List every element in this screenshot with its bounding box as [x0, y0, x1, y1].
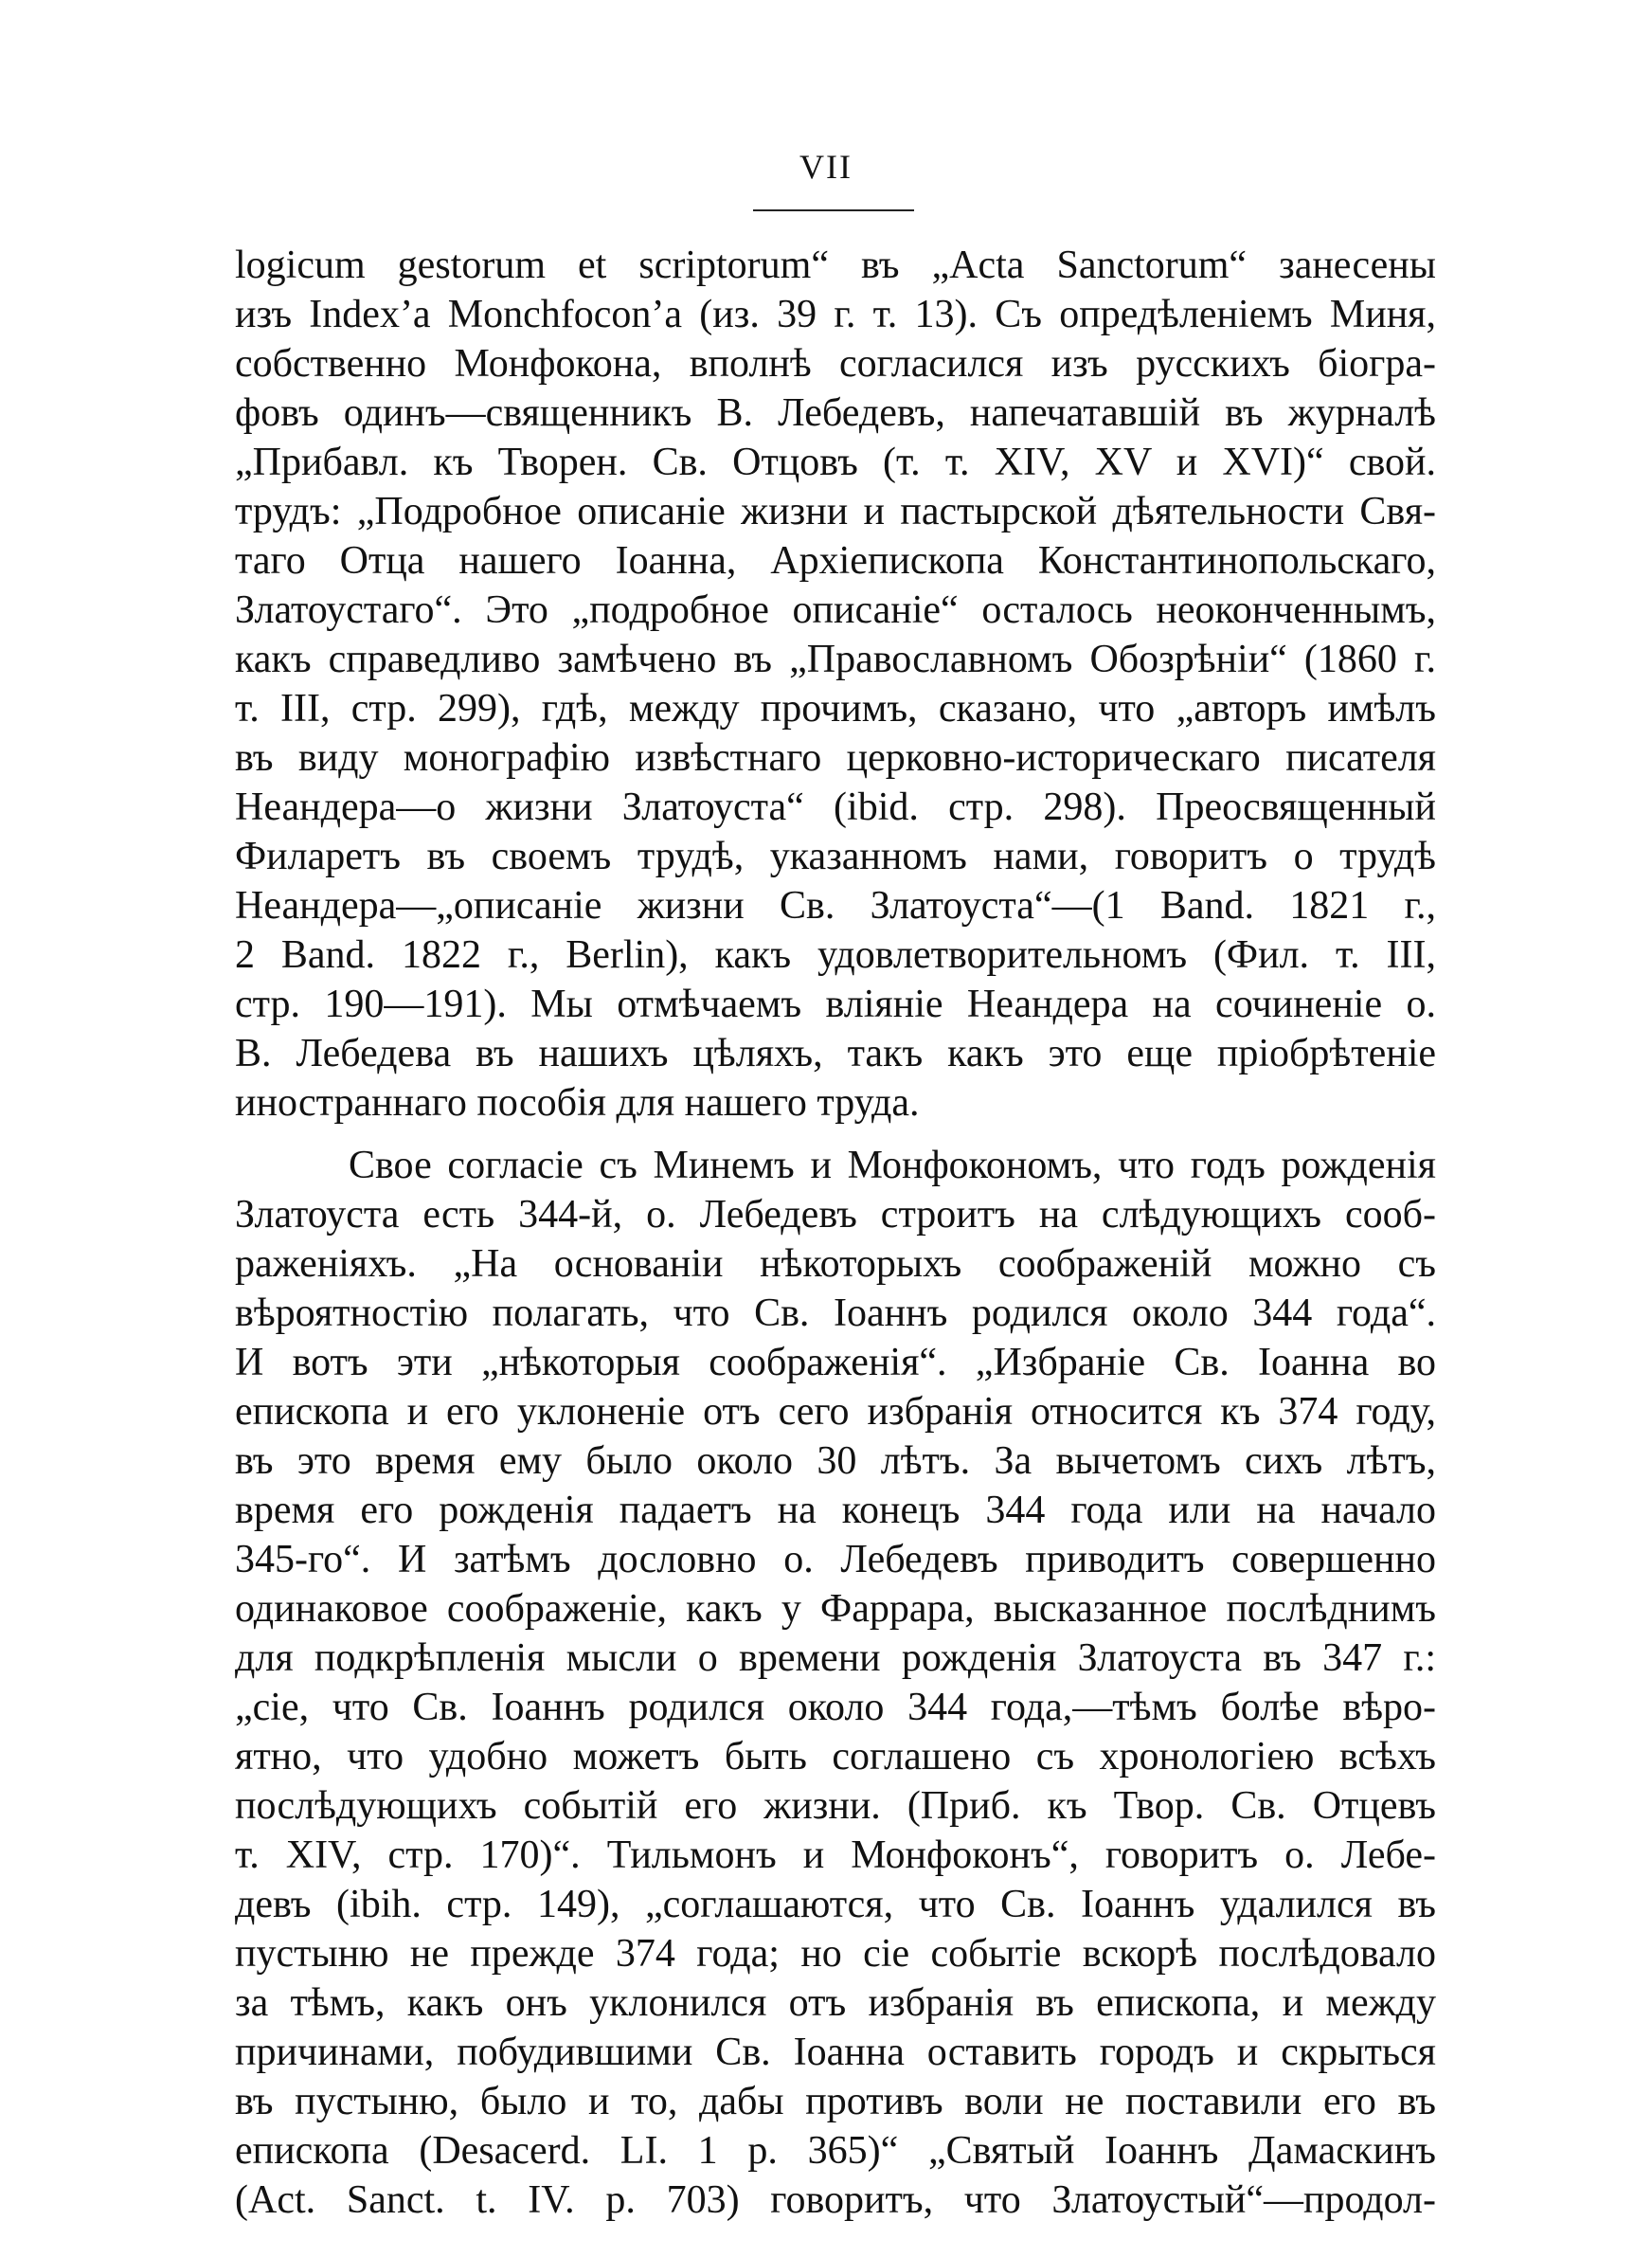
- text-line: за тѣмъ, какъ онъ уклонился отъ избранія въ епископа, и между: [235, 1981, 1436, 2025]
- text-line: вѣроятностію полагать, что Св. Іоаннъ родился около 344 года“.: [235, 1291, 1436, 1335]
- page-number-rule: [753, 209, 914, 211]
- text-line: 345-го“. И затѣмъ дословно о. Лебедевъ приводитъ совершенно: [235, 1538, 1436, 1581]
- text-line: для подкрѣпленія мысли о времени рожденія Златоуста въ 347 г.:: [235, 1636, 1436, 1680]
- paragraph-gap: [235, 1128, 1436, 1141]
- text-line: фовъ одинъ—священникъ В. Лебедевъ, напечатавшій въ журналѣ: [235, 391, 1436, 435]
- text-line: изъ Index’a Monchfocon’a (из. 39 г. т. 13). Съ опредѣленіемъ Миня,: [235, 293, 1436, 336]
- text-line: девъ (ibih. стр. 149), „соглашаются, что Св. Іоаннъ удалился въ: [235, 1883, 1436, 1926]
- text-line: въ виду монографію извѣстнаго церковно-историческаго писателя: [235, 736, 1436, 780]
- text-line: т. XIV, стр. 170)“. Тильмонъ и Монфоконъ“, говоритъ о. Лебе-: [235, 1833, 1436, 1877]
- text-line: стр. 190—191). Мы отмѣчаемъ вліяніе Неандера на сочиненіе о.: [235, 983, 1436, 1026]
- text-line: одинаковое соображеніе, какъ у Фаррара, высказанное послѣднимъ: [235, 1587, 1436, 1631]
- text-line: И вотъ эти „нѣкоторыя соображенія“. „Избраніе Св. Іоанна во: [235, 1341, 1436, 1384]
- text-line: logicum gestorum et scriptorum“ въ „Acta Sanctorum“ занесены: [235, 244, 1436, 287]
- paragraph-2: [235, 1141, 1436, 2225]
- text-line: 2 Band. 1822 г., Berlin), какъ удовлетворительномъ (Фил. т. III,: [235, 933, 1436, 977]
- text-line: иностраннаго пособія для нашего труда.: [235, 1081, 920, 1125]
- text-line: т. III, стр. 299), гдѣ, между прочимъ, сказано, что „авторъ имѣлъ: [235, 687, 1436, 731]
- page-number: VII: [799, 148, 853, 186]
- paragraph-1: [235, 241, 1436, 1128]
- text-line: въ пустыню, было и то, дабы противъ воли не поставили его въ: [235, 2080, 1436, 2123]
- text-line: послѣдующихъ событій его жизни. (Приб. къ Твор. Св. Отцевъ: [235, 1784, 1436, 1828]
- text-line: Неандера—о жизни Златоуста“ (ibid. стр. 298). Преосвященный: [235, 785, 1436, 829]
- text-line: раженіяхъ. „На основаніи нѣкоторыхъ соображеній можно съ: [235, 1242, 1436, 1286]
- text-line: Златоустаго“. Это „подробное описаніе“ осталось неоконченнымъ,: [235, 588, 1436, 632]
- text-line: собственно Монфокона, вполнѣ согласился изъ русскихъ біогра-: [235, 342, 1436, 386]
- text-line: В. Лебедева въ нашихъ цѣляхъ, такъ какъ это еще пріобрѣтеніе: [235, 1032, 1436, 1075]
- text-line: „сіе, что Св. Іоаннъ родился около 344 года,—тѣмъ болѣе вѣро-: [235, 1686, 1436, 1729]
- text-line: Неандера—„описаніе жизни Св. Златоуста“—(1 Band. 1821 г.,: [235, 884, 1436, 928]
- text-line: трудъ: „Подробное описаніе жизни и пастырской дѣятельности Свя-: [235, 490, 1436, 533]
- text-line: причинами, побудившими Св. Іоанна оставить городъ и скрыться: [235, 2031, 1436, 2074]
- text-line: „Прибавл. къ Творен. Св. Отцовъ (т. т. XIV, XV и XVI)“ свой.: [235, 441, 1436, 484]
- text-line: какъ справедливо замѣчено въ „Православномъ Обозрѣніи“ (1860 г.: [235, 638, 1436, 681]
- text-line: епископа и его уклоненіе отъ сего избранія относится къ 374 году,: [235, 1390, 1436, 1434]
- document-body: [235, 241, 1436, 2225]
- text-line: время его рожденія падаетъ на конецъ 344 года или на начало: [235, 1489, 1436, 1532]
- text-line: таго Отца нашего Іоанна, Архіепископа Константинопольскаго,: [235, 539, 1436, 583]
- text-line: епископа (Desacerd. LI. 1 p. 365)“ „Святый Іоаннъ Дамаскинъ: [235, 2129, 1436, 2173]
- text-line: (Act. Sanct. t. IV. p. 703) говоритъ, что Златоустый“—продол-: [235, 2178, 1436, 2222]
- text-line: Златоуста есть 344-й, о. Лебедевъ строитъ на слѣдующихъ сооб-: [235, 1193, 1436, 1237]
- text-line: ятно, что удобно можетъ быть соглашено съ хронологіею всѣхъ: [235, 1735, 1436, 1779]
- text-line: въ это время ему было около 30 лѣтъ. За вычетомъ сихъ лѣтъ,: [235, 1439, 1436, 1483]
- text-line: Свое согласіе съ Минемъ и Монфокономъ, что годъ рожденія: [349, 1144, 1436, 1187]
- text-line: пустыню не прежде 374 года; но сіе событіе вскорѣ послѣдовало: [235, 1932, 1436, 1976]
- text-line: Филаретъ въ своемъ трудѣ, указанномъ нами, говоритъ о трудѣ: [235, 835, 1436, 878]
